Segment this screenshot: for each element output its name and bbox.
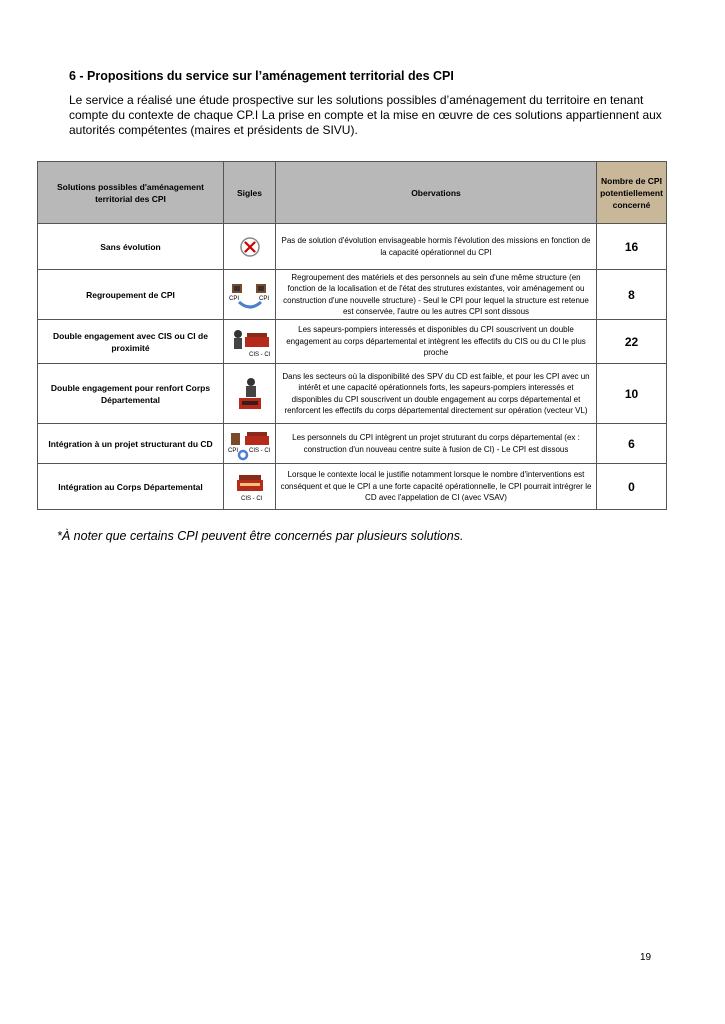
icon-label-cis-ci: CIS - CI [249, 447, 271, 454]
header-sigles: Sigles [224, 162, 276, 224]
sigle-cell [224, 224, 276, 270]
observation-cell: Dans les secteurs où la disponibilité des SPV du CD est faible, et pour les CPI avec un intérêt et une capacité opérationnels forts, les sapeurs-pompiers interessés et disponibles du CPI souscrivent un double engagement au corps départemental et renforcent les effectifs du corps départemental directement sur opération (vecteur VL) [276, 364, 597, 424]
count-cell: 10 [597, 364, 667, 424]
count-cell: 22 [597, 320, 667, 364]
table-row [38, 224, 667, 270]
sigle-cell [224, 364, 276, 424]
solution-cell: Sans évolution [38, 224, 224, 270]
table-row [38, 270, 667, 320]
observation-cell: Les sapeurs-pompiers interessés et disponibles du CPI souscrivent un double engagement au corps départemental et intègrent les effectifs du CIS ou du CI le plus proche [276, 320, 597, 364]
header-solutions: Solutions possibles d'aménagement territorial des CPI [38, 162, 224, 224]
reinforcement-icon [227, 376, 273, 412]
table-row [38, 464, 667, 510]
solution-cell: Intégration au Corps Départemental [38, 464, 224, 510]
observation-cell: Lorsque le contexte local le justifie notamment lorsque le nombre d'interventions est conséquent et que le CPI a une forte capacité opérationnelle, le CPI pourrait intrégrer le CD avec l'appelation de CI (avec VSAV) [276, 464, 597, 510]
count-cell: 8 [597, 270, 667, 320]
sigle-cell [224, 464, 276, 510]
section-heading: 6 - Propositions du service sur l’aménagement territorial des CPI [69, 69, 454, 83]
departmental-integration-icon [227, 470, 273, 504]
icon-label-cpi: CPI [228, 447, 239, 454]
count-cell: 0 [597, 464, 667, 510]
count-cell: 6 [597, 424, 667, 464]
icon-label-cpi-2: CPI [259, 295, 270, 302]
icon-label-cis-ci: CIS - CI [249, 351, 271, 358]
sigle-cell [224, 270, 276, 320]
structuring-project-icon [227, 427, 273, 461]
header-observations: Obervations [276, 162, 597, 224]
observation-cell: Regroupement des matériels et des personnels au sein d'une même structure (en fonction de la localisation et de l'état des strutures existantes, voir aménagement ou construction d'une nouvelle structure) - Seul le CPI pour lequel la structure est retenue est conservée, l'autre ou les autres CPI sont dissous [276, 270, 597, 320]
table-row [38, 320, 667, 364]
intro-paragraph: Le service a réalisé une étude prospective sur les solutions possibles d’aménagement du territoire en tenant compte du contexte de chaque CP.I La prise en compte et la mise en œuvre de ces solutions appartiennent aux autorités compétentes (maires et présidents de SIVU). [69, 93, 662, 137]
observation-cell: Pas de solution d'évolution envisageable hormis l'évolution des missions en fonction de la capacité opérationnel du CPI [276, 224, 597, 270]
footnote: *À noter que certains CPI peuvent être concernés par plusieurs solutions. [57, 529, 464, 543]
table-header-row [38, 162, 667, 224]
sigle-cell [224, 424, 276, 464]
no-change-icon [239, 236, 261, 258]
solution-cell: Intégration à un projet structurant du CD [38, 424, 224, 464]
observation-cell: Les personnels du CPI intègrent un projet struturant du corps départemental (ex : construction d'un nouveau centre suite à fusion de CI) - Le CPI est dissous [276, 424, 597, 464]
double-engagement-icon [227, 325, 273, 359]
sigle-cell [224, 320, 276, 364]
header-count: Nombre de CPI potentiellement concerné [597, 162, 667, 224]
icon-label-cis-ci: CIS - CI [241, 495, 263, 502]
table-row [38, 364, 667, 424]
table-row [38, 424, 667, 464]
count-cell: 16 [597, 224, 667, 270]
page-number: 19 [640, 952, 652, 963]
solution-cell: Double engagement pour renfort Corps Départemental [38, 364, 224, 424]
solutions-table [37, 161, 667, 510]
solution-cell: Regroupement de CPI [38, 270, 224, 320]
cpi-merge-icon [227, 278, 273, 312]
solution-cell: Double engagement avec CIS ou CI de proximité [38, 320, 224, 364]
icon-label-cpi-1: CPI [229, 295, 240, 302]
